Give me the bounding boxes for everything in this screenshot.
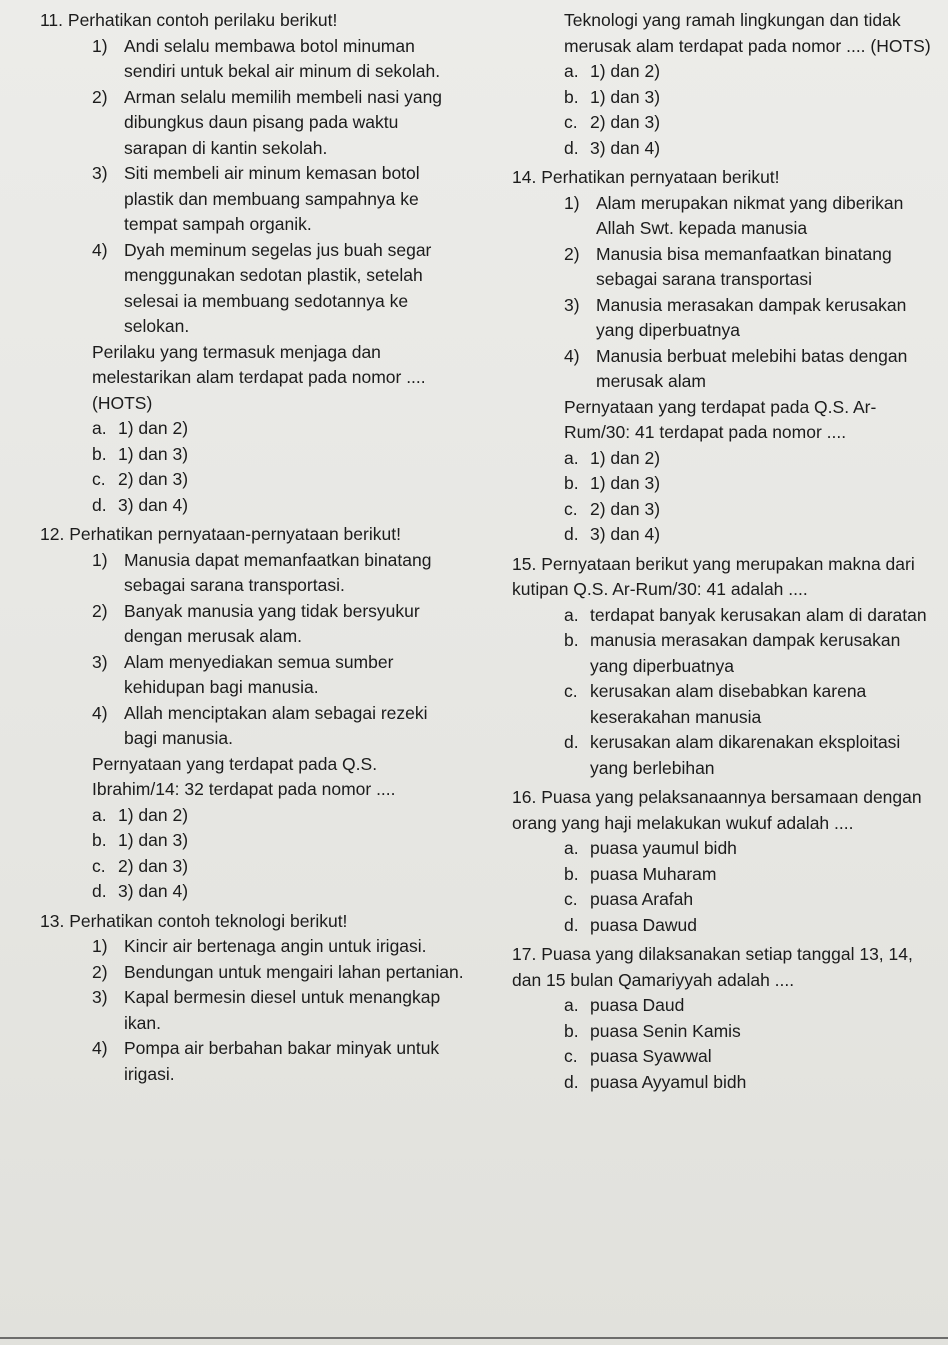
question-11-item-2: 2) Arman selalu memilih membeli nasi yang dibungkus daun pisang pada waktu sarapan di kantin sekolah. [92, 86, 443, 158]
question-12-item-1: 1) Manusia dapat memanfaatkan binatang sebagai sarana transportasi. [92, 549, 432, 595]
question-12-option-b[interactable]: b. 1) dan 3) [92, 830, 189, 850]
question-13-item-4: 4) Pompa air berbahan bakar minyak untuk irigasi. [92, 1038, 440, 1084]
question-16-stem: 16. Puasa yang pelaksanaannya bersamaan dengan orang yang haji melakukan wukuf adalah .... [512, 787, 922, 833]
question-12-item-2: 2) Banyak manusia yang tidak bersyukur dengan merusak alam. [92, 600, 420, 646]
question-13-continued [512, 8, 937, 161]
question-11-option-c[interactable]: c. 2) dan 3) [92, 469, 189, 489]
question-11-item-3: 3) Siti membeli air minum kemasan botol plastik dan membuang sampahnya ke tempat sampah organik. [92, 163, 420, 234]
question-11-option-a[interactable]: a. 1) dan 2) [92, 418, 189, 438]
question-13 [40, 909, 465, 1088]
question-17 [512, 942, 937, 1095]
question-14-item-3: 3) Manusia merasakan dampak kerusakan yang diperbuatnya [564, 294, 907, 340]
question-11-option-b[interactable]: b. 1) dan 3) [92, 443, 189, 464]
question-16-option-d[interactable]: d. puasa Dawud [564, 914, 698, 935]
question-13-item-2: 2) Bendungan untuk mengairi lahan pertanian. [92, 961, 464, 982]
question-17-option-a[interactable]: a. puasa Daud [564, 995, 685, 1015]
question-17-stem: 17. Puasa yang dilaksanakan setiap tanggal 13, 14, dan 15 bulan Qamariyyah adalah .... [512, 944, 913, 990]
question-15-option-a[interactable]: a. terdapat banyak kerusakan alam di daratan [564, 604, 927, 625]
question-13-option-d[interactable]: d. 3) dan 4) [564, 137, 661, 158]
page-bottom-edge [0, 1337, 948, 1339]
question-14-prompt: Pernyataan yang terdapat pada Q.S. Ar-Rum/30: 41 terdapat pada nomor .... [564, 396, 877, 442]
question-13-option-b[interactable]: b. 1) dan 3) [564, 86, 661, 107]
right-column [512, 8, 937, 1099]
question-11-item-4: 4) Dyah meminum segelas jus buah segar menggunakan sedotan plastik, setelah selesai ia membuang sedotannya ke selokan. [92, 239, 432, 336]
question-16-option-a[interactable]: a. puasa yaumul bidh [564, 838, 737, 858]
question-12-item-4: 4) Allah menciptakan alam sebagai rezeki bagi manusia. [92, 702, 428, 748]
question-13-option-a[interactable]: a. 1) dan 2) [564, 61, 661, 81]
question-14-stem: 14. Perhatikan pernyataan berikut! [512, 167, 780, 187]
question-14-option-c[interactable]: c. 2) dan 3) [564, 498, 661, 519]
question-14-item-1: 1) Alam merupakan nikmat yang diberikan Allah Swt. kepada manusia [564, 192, 904, 238]
question-17-option-d[interactable]: d. puasa Ayyamul bidh [564, 1071, 747, 1092]
question-15-stem: 15. Pernyataan berikut yang merupakan makna dari kutipan Q.S. Ar-Rum/30: 41 adalah .... [512, 553, 915, 599]
question-11 [40, 8, 465, 518]
question-17-option-c[interactable]: c. puasa Syawwal [564, 1046, 712, 1066]
question-12-prompt: Pernyataan yang terdapat pada Q.S. Ibrahim/14: 32 terdapat pada nomor .... [92, 753, 396, 799]
question-15-option-c[interactable]: c. kerusakan alam disebabkan karena keserakahan manusia [564, 681, 867, 727]
question-12 [40, 522, 465, 905]
question-15-option-b[interactable]: b. manusia merasakan dampak kerusakan yang diperbuatnya [564, 630, 901, 676]
question-15 [512, 552, 937, 782]
question-14-item-4: 4) Manusia berbuat melebihi batas dengan merusak alam [564, 345, 908, 391]
question-13-item-1: 1) Kincir air bertenaga angin untuk irigasi. [92, 936, 427, 956]
question-12-option-a[interactable]: a. 1) dan 2) [92, 804, 189, 825]
question-12-item-3: 3) Alam menyediakan semua sumber kehidupan bagi manusia. [92, 651, 394, 697]
question-14-option-a[interactable]: a. 1) dan 2) [564, 447, 661, 468]
question-14 [512, 165, 937, 548]
question-16-option-b[interactable]: b. puasa Muharam [564, 863, 717, 884]
question-11-item-1: 1) Andi selalu membawa botol minuman sendiri untuk bekal air minum di sekolah. [92, 35, 441, 81]
question-11-option-d[interactable]: d. 3) dan 4) [92, 494, 189, 515]
question-11-stem: 11. Perhatikan contoh perilaku berikut! [40, 10, 338, 30]
question-11-prompt: Perilaku yang termasuk menjaga dan melestarikan alam terdapat pada nomor .... (HOTS) [92, 341, 426, 413]
question-13-prompt: Teknologi yang ramah lingkungan dan tidak merusak alam terdapat pada nomor .... (HOTS) [564, 10, 931, 56]
question-12-stem: 12. Perhatikan pernyataan-pernyataan berikut! [40, 524, 401, 544]
question-13-stem: 13. Perhatikan contoh teknologi berikut! [40, 910, 348, 931]
question-12-option-c[interactable]: c. 2) dan 3) [92, 855, 189, 876]
question-14-item-2: 2) Manusia bisa memanfaatkan binatang sebagai sarana transportasi [564, 243, 892, 289]
question-12-option-d[interactable]: d. 3) dan 4) [92, 881, 189, 901]
question-13-option-c[interactable]: c. 2) dan 3) [564, 112, 661, 132]
question-17-option-b[interactable]: b. puasa Senin Kamis [564, 1020, 741, 1041]
question-13-item-3: 3) Kapal bermesin diesel untuk menangkap ikan. [92, 987, 441, 1033]
question-14-option-d[interactable]: d. 3) dan 4) [564, 524, 661, 544]
question-14-option-b[interactable]: b. 1) dan 3) [564, 473, 661, 493]
question-16-option-c[interactable]: c. puasa Arafah [564, 889, 694, 909]
left-column [40, 8, 465, 1091]
question-15-option-d[interactable]: d. kerusakan alam dikarenakan eksploitasi yang berlebihan [564, 732, 901, 778]
question-16 [512, 785, 937, 938]
